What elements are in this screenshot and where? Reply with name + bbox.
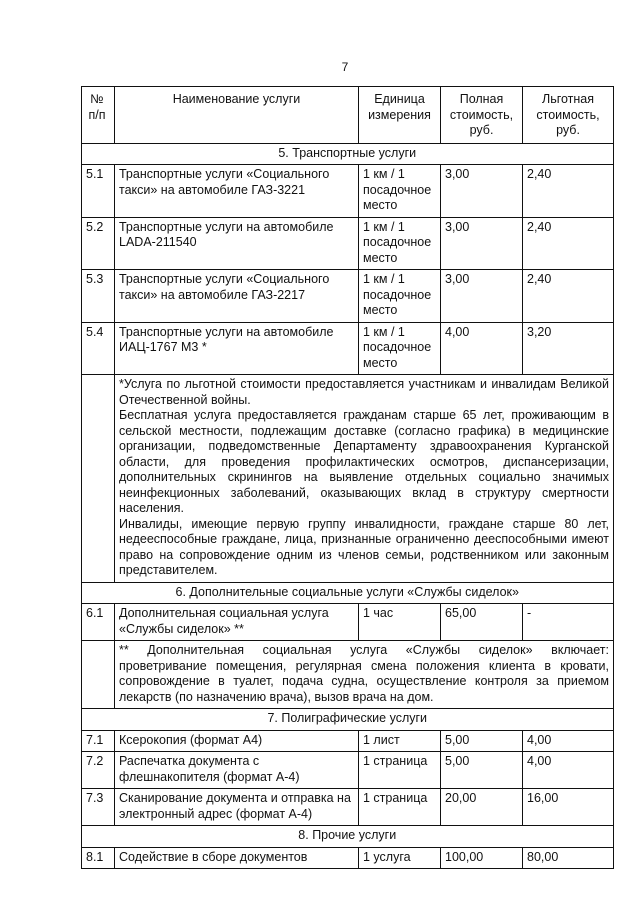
discount-price: 4,00	[523, 752, 614, 789]
table-row	[82, 270, 614, 323]
section-blank-cell	[82, 826, 115, 848]
row-number: 5.1	[82, 165, 115, 218]
full-price: 4,00	[441, 322, 523, 375]
row-number: 6.1	[82, 604, 115, 641]
service-name: Транспортные услуги на автомобиле LADA-211540	[115, 217, 359, 270]
service-name: Распечатка документа с флешнакопителя (формат А-4)	[115, 752, 359, 789]
row-number: 5.3	[82, 270, 115, 323]
note-paragraph: *Услуга по льготной стоимости предоставляется участникам и инвалидам Великой Отечественной войны.	[119, 377, 609, 407]
unit-of-measure: 1 км / 1 посадочное место	[359, 165, 441, 218]
section-note	[115, 375, 614, 583]
row-number: 8.1	[82, 847, 115, 869]
row-number: 7.3	[82, 789, 115, 826]
service-name: Транспортные услуги на автомобиле ИАЦ-1767 М3 *	[115, 322, 359, 375]
discount-price: 2,40	[523, 165, 614, 218]
full-price: 5,00	[441, 730, 523, 752]
service-name: Транспортные услуги «Социального такси» на автомобиле ГАЗ-2217	[115, 270, 359, 323]
note-blank-cell	[82, 375, 115, 583]
unit-of-measure: 1 лист	[359, 730, 441, 752]
service-name: Дополнительная социальная услуга «Службы сиделок» **	[115, 604, 359, 641]
table-row	[82, 730, 614, 752]
row-number: 7.2	[82, 752, 115, 789]
section-blank-cell	[82, 582, 115, 604]
unit-of-measure: 1 час	[359, 604, 441, 641]
section-header-row	[82, 826, 614, 848]
note-row	[82, 641, 614, 709]
discount-price: 2,40	[523, 217, 614, 270]
note-paragraph: Бесплатная услуга предоставляется гражданам старше 65 лет, проживающим в сельской местности, подлежащим доставке (согласно графика) в медицинские организации, подведомственные Департаменту здравоохранения Курганской области, для проведения профилактических осмотров, диспансеризации, дополнительных скринингов на выявление отдельных социально значимых неинфекционных заболеваний, оказывающих вклад в структуру смертности населения.	[119, 408, 609, 515]
service-name: Ксерокопия (формат А4)	[115, 730, 359, 752]
full-price: 20,00	[441, 789, 523, 826]
section-title: 5. Транспортные услуги	[115, 143, 614, 165]
section-title: 7. Полиграфические услуги	[115, 709, 614, 731]
section-header-row	[82, 143, 614, 165]
unit-of-measure: 1 км / 1 посадочное место	[359, 217, 441, 270]
discount-price: 4,00	[523, 730, 614, 752]
row-number: 5.4	[82, 322, 115, 375]
full-price: 5,00	[441, 752, 523, 789]
section-header-row	[82, 582, 614, 604]
row-number: 7.1	[82, 730, 115, 752]
row-number: 5.2	[82, 217, 115, 270]
unit-of-measure: 1 км / 1 посадочное место	[359, 270, 441, 323]
unit-of-measure: 1 км / 1 посадочное место	[359, 322, 441, 375]
section-title: 6. Дополнительные социальные услуги «Службы сиделок»	[115, 582, 614, 604]
full-price: 65,00	[441, 604, 523, 641]
header-num: № п/п	[82, 87, 115, 144]
table-row	[82, 604, 614, 641]
discount-price: 2,40	[523, 270, 614, 323]
note-blank-cell	[82, 641, 115, 709]
note-row	[82, 375, 614, 583]
page-number: 7	[341, 60, 349, 74]
section-title: 8. Прочие услуги	[115, 826, 614, 848]
section-header-row	[82, 709, 614, 731]
header-discount-price: Льготная стоимость, руб.	[523, 87, 614, 144]
header-full-price: Полная стоимость, руб.	[441, 87, 523, 144]
section-blank-cell	[82, 709, 115, 731]
table-row	[82, 847, 614, 869]
table-row	[82, 789, 614, 826]
price-table	[81, 86, 614, 869]
table-row	[82, 322, 614, 375]
table-row	[82, 165, 614, 218]
table-body	[82, 143, 614, 869]
full-price: 3,00	[441, 217, 523, 270]
service-name: Транспортные услуги «Социального такси» на автомобиле ГАЗ-3221	[115, 165, 359, 218]
full-price: 3,00	[441, 270, 523, 323]
unit-of-measure: 1 страница	[359, 752, 441, 789]
note-paragraph: ** Дополнительная социальная услуга «Службы сиделок» включает: проветривание помещения, регулярная смена положения клиента в кровати, сопровождение в туалет, подача судна, осуществление контроля за приемом лекарств (по назначению врача), вызов врача на дом.	[119, 643, 609, 704]
discount-price: 3,20	[523, 322, 614, 375]
unit-of-measure: 1 услуга	[359, 847, 441, 869]
full-price: 3,00	[441, 165, 523, 218]
service-name: Сканирование документа и отправка на электронный адрес (формат А-4)	[115, 789, 359, 826]
table-row	[82, 217, 614, 270]
service-name: Содействие в сборе документов	[115, 847, 359, 869]
table-header-row	[82, 87, 614, 144]
section-note	[115, 641, 614, 709]
note-paragraph: Инвалиды, имеющие первую группу инвалидности, граждане старше 80 лет, недееспособные граждане, лица, признанные ограниченно дееспособными имеют право на сопровождение одним из членов семьи, родственником или законным представителем.	[119, 516, 609, 577]
unit-of-measure: 1 страница	[359, 789, 441, 826]
header-name: Наименование услуги	[115, 87, 359, 144]
full-price: 100,00	[441, 847, 523, 869]
table-row	[82, 752, 614, 789]
discount-price: 80,00	[523, 847, 614, 869]
discount-price: 16,00	[523, 789, 614, 826]
header-unit: Единица измерения	[359, 87, 441, 144]
section-blank-cell	[82, 143, 115, 165]
discount-price: -	[523, 604, 614, 641]
